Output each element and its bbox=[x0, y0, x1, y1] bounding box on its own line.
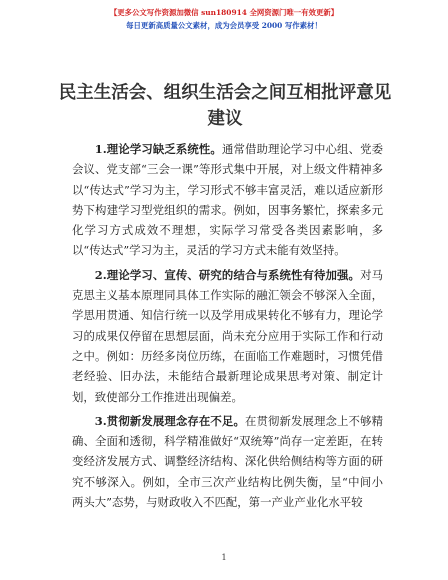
paragraph-2 bbox=[72, 265, 383, 407]
paragraph-text: 通常借助理论学习中心组、党委会议、党支部“三会一课”等形式集中开展，对上级文件精神多以“传达式”学习为主，学习形式不够丰富灵活，难以适应新形势下构建学习型党组织的需求。例如，因事务繁忙，探索多元化学习方式成效不理想，实际学习常受各类因素影响，多以“传达式”学习为主，灵活的学习方式未能有效坚持。 bbox=[72, 142, 383, 258]
paragraph-heading: 1.理论学习缺乏系统性。 bbox=[94, 142, 222, 156]
document-body bbox=[72, 139, 383, 516]
promo-banner bbox=[0, 6, 448, 32]
paragraph-3 bbox=[72, 411, 383, 512]
document-title: 民主生活会、组织生活会之间互相批评意见建议 bbox=[58, 83, 392, 129]
paragraph-text: 在贯彻新发展理念上不够精确、全面和透彻，科学精准做好“双统筹”尚存一定差距，在转变经济发展方式、调整经济结构、深化供给侧结构等方面的研究不够深入。例如，全市三次产业结构比例失衡，呈“中间小两头大”态势，与财政收入不匹配，第一产业产业化水平较 bbox=[72, 413, 383, 510]
paragraph-heading: 2.理论学习、宣传、研究的结合与系统性有待加强。 bbox=[94, 267, 361, 282]
paragraph-heading: 3.贯彻新发展理念存在不足。 bbox=[94, 413, 245, 428]
banner-line-2: 每日更新高质量公文素材，成为会员享受 2000 写作素材！ bbox=[126, 21, 322, 30]
banner-line-1: 【更多公文写作资源加微信 sun180914 全网资源门唯一有效更新】 bbox=[109, 8, 339, 17]
paragraph-text: 对马克思主义基本原理同具体工作实际的融汇领会不够深入全面，学思用贯通、知信行统一以及学用成果转化不够有力，理论学习的成果仅停留在思想层面，尚未充分应用于实际工作和行动之中。例如：历经多岗位历练，在面临工作难题时，习惯凭借老经验、旧办法，未能结合最新理论成果思考对策、制定计划，致使部分工作推进出现偏差。 bbox=[72, 267, 383, 404]
paragraph-1 bbox=[72, 139, 383, 261]
page-number: 1 bbox=[221, 553, 227, 562]
